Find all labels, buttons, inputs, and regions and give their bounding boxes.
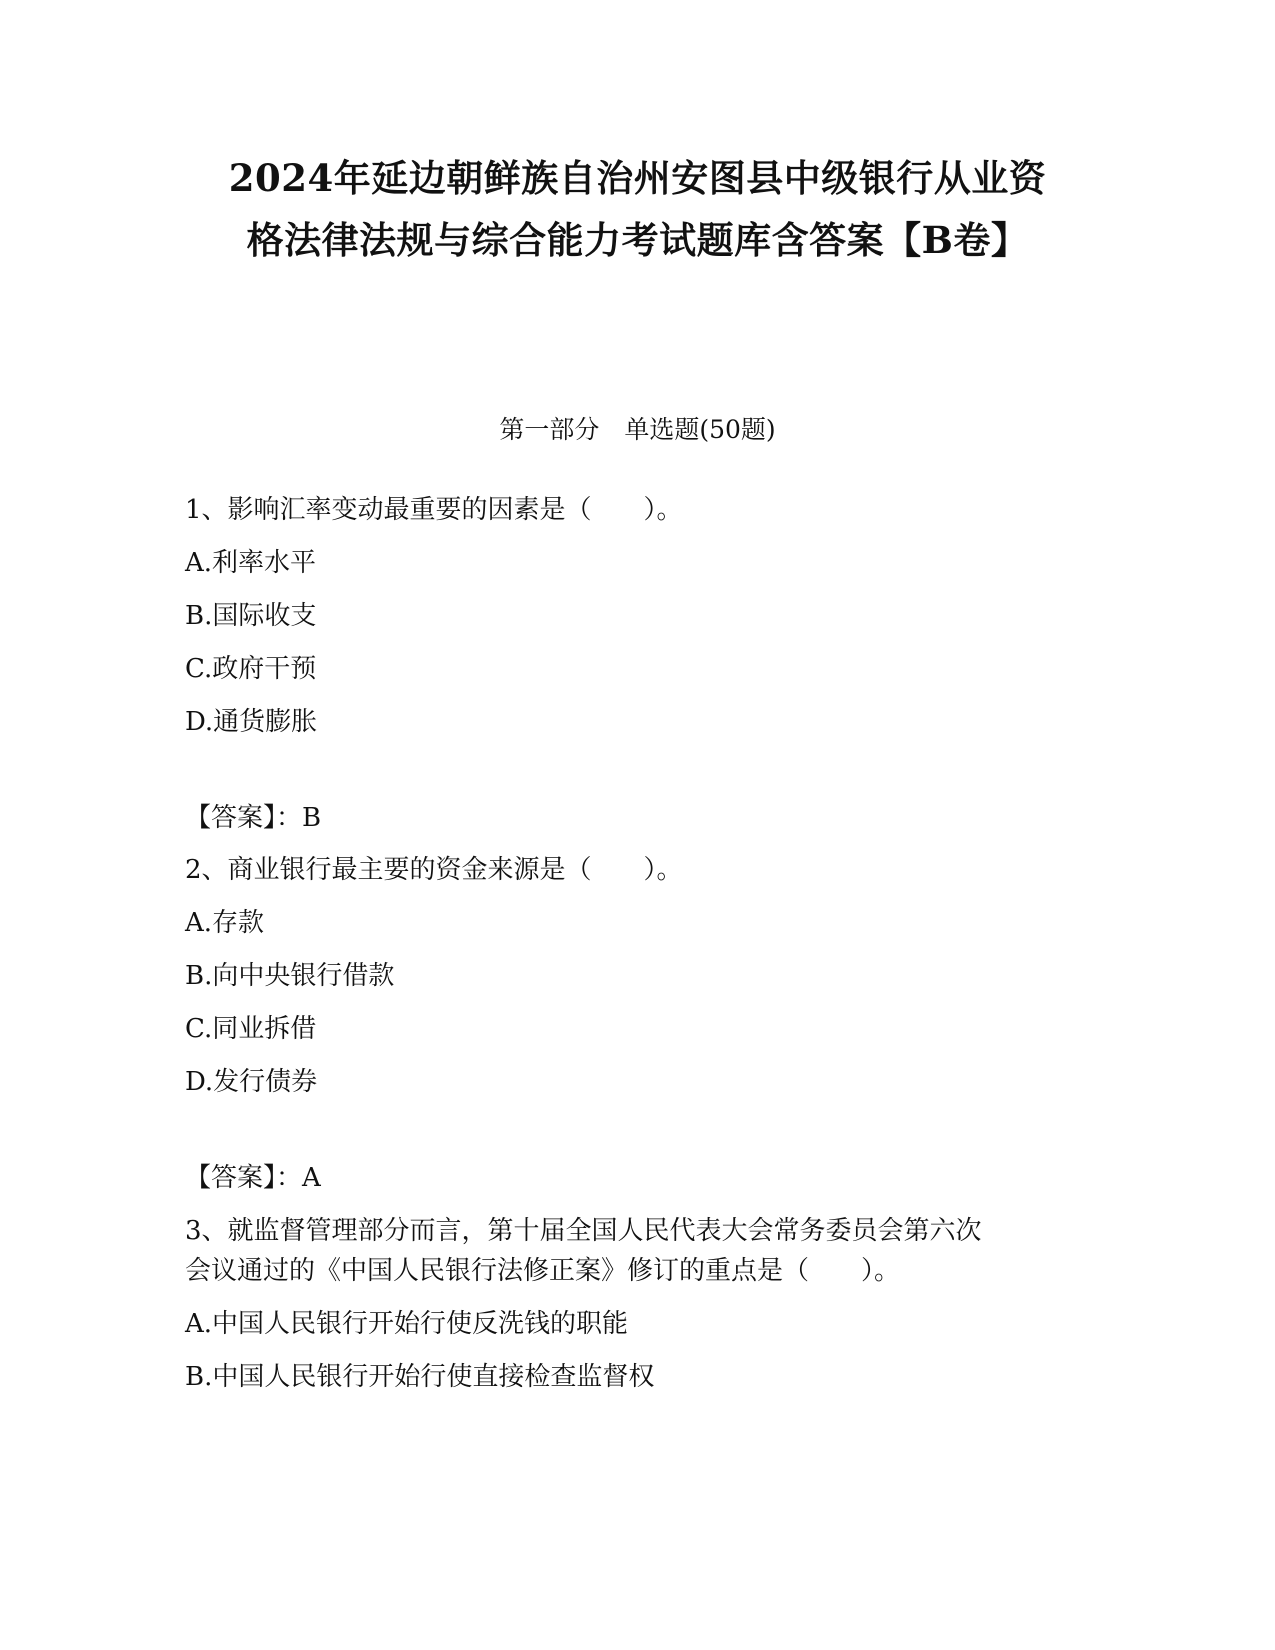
document-title-line-2: 格法律法规与综合能力考试题库含答案【B卷】 xyxy=(246,218,1029,262)
question-2-option-d: D.发行债券 xyxy=(185,1067,318,1097)
question-3-option-b: B.中国人民银行开始行使直接检查监督权 xyxy=(185,1362,655,1392)
document-title-line-1: 2024年延边朝鲜族自治州安图县中级银行从业资 xyxy=(228,156,1047,200)
question-1-answer: 【答案】：B xyxy=(185,803,322,833)
question-1-stem: 1、影响汇率变动最重要的因素是（ ）。 xyxy=(185,495,683,525)
question-1-option-d: D.通货膨胀 xyxy=(185,707,318,737)
question-2-option-b: B.向中央银行借款 xyxy=(185,961,395,991)
question-3-option-a: A.中国人民银行开始行使反洗钱的职能 xyxy=(185,1309,629,1339)
question-1-option-b: B.国际收支 xyxy=(185,601,317,631)
question-2-stem: 2、商业银行最主要的资金来源是（ ）。 xyxy=(185,855,683,885)
question-1-option-a: A.利率水平 xyxy=(185,548,317,578)
question-3-stem-line-2: 会议通过的《中国人民银行法修正案》修订的重点是（ ）。 xyxy=(185,1256,901,1286)
question-1-option-c: C.政府干预 xyxy=(185,654,317,684)
question-2-option-a: A.存款 xyxy=(185,908,265,938)
question-2-answer: 【答案】：A xyxy=(185,1163,321,1193)
question-3-stem-line-1: 3、就监督管理部分而言，第十届全国人民代表大会常务委员会第六次 xyxy=(185,1216,982,1246)
question-2-option-c: C.同业拆借 xyxy=(185,1014,317,1044)
section-heading: 第一部分 单选题(50题) xyxy=(499,415,776,444)
